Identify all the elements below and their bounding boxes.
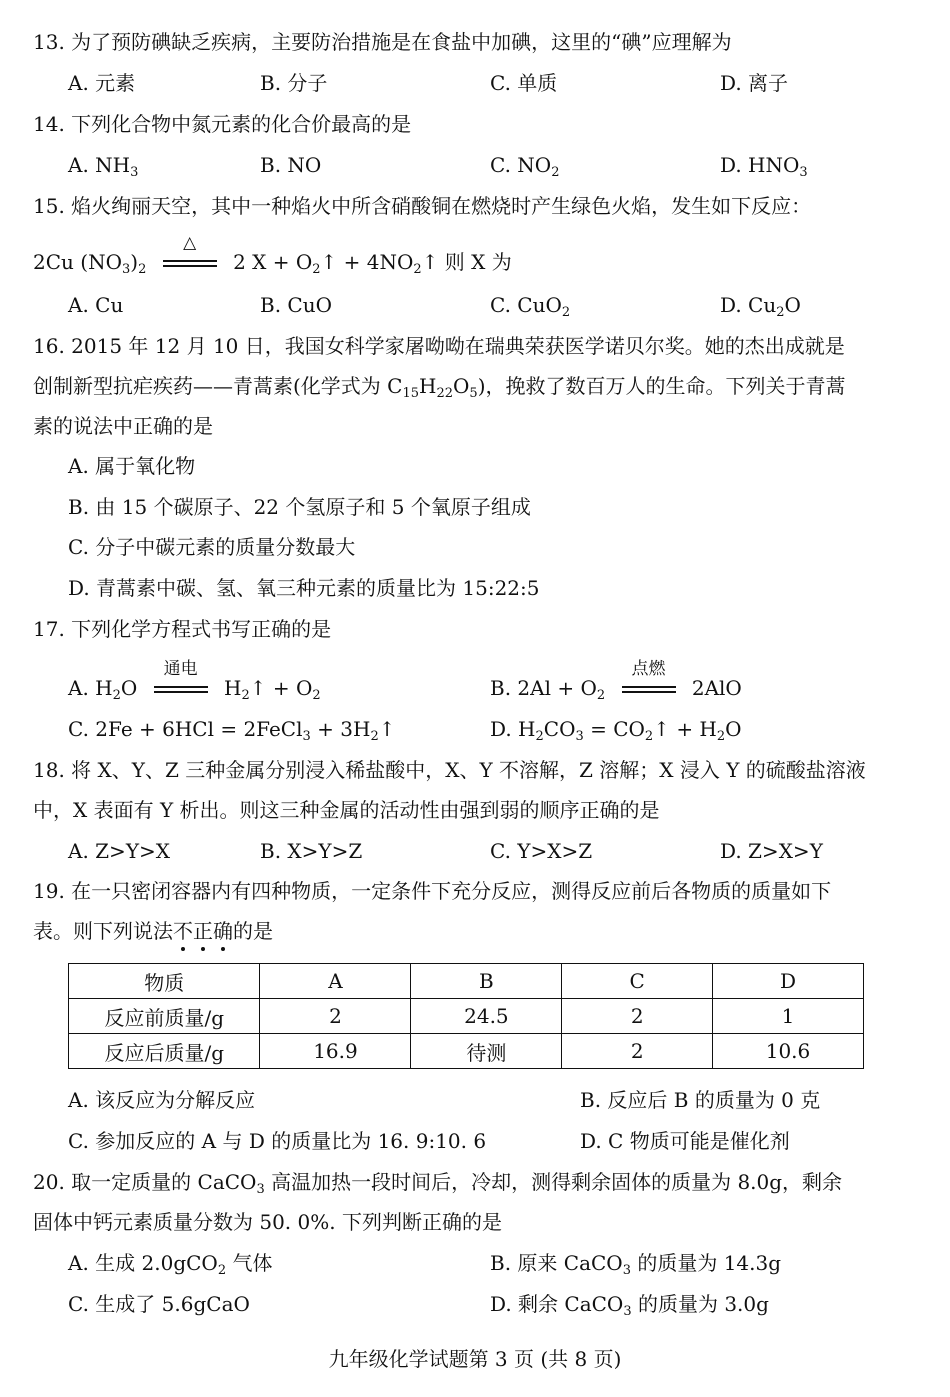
q20-stem-line2: 固体中钙元素质量分数为 50. 0%. 下列判断正确的是 [33, 1210, 502, 1234]
table-cell: 反应后质量/g [69, 1034, 260, 1069]
q16-option-a[interactable]: A. 属于氧化物 [68, 454, 196, 478]
table-cell: 2 [260, 999, 411, 1034]
q17-option-d[interactable]: D. $H_2CO_3$ = $CO_2↑ + H_2O$ [490, 717, 742, 744]
q15-stem: 15. 焰火绚丽天空，其中一种焰火中所含硝酸铜在燃烧时产生绿色火焰，发生如下反应： [33, 194, 812, 218]
table-cell: 10.6 [713, 1034, 864, 1069]
q20-option-c[interactable]: C. 生成了 5.6gCaO [68, 1292, 250, 1316]
q17-option-a[interactable]: A. $H_2O$ 通电 $H_2↑ + O_2$ [68, 658, 321, 703]
emphasis-dot-char: 确 [213, 919, 233, 943]
q13-option-b[interactable]: B. 分子 [260, 71, 328, 95]
q15-option-d[interactable]: D. $Cu_2O$ [720, 293, 801, 320]
page-footer: 九年级化学试题第 3 页 (共 8 页) [328, 1347, 622, 1371]
q14-option-a[interactable]: A. $NH_3$ [68, 153, 139, 180]
q14-option-c[interactable]: C. $NO_2$ [490, 153, 560, 180]
q20-stem-line1: 20. 取一定质量的 CaCO$_3$ 高温加热一段时间后，冷却，测得剩余固体的质量为 8.0g，剩余 [33, 1170, 843, 1197]
q17-option-c[interactable]: C. 2Fe + 6HCl = 2FeCl$_3$ + $3H_2↑$ [68, 717, 396, 744]
table-row [69, 1034, 864, 1069]
table-cell: 待测 [411, 1034, 562, 1069]
table-header-row [69, 964, 864, 999]
q18-stem-line1: 18. 将 X、Y、Z 三种金属分别浸入稀盐酸中，X、Y 不溶解，Z 溶解；X 浸入 Y 的硫酸盐溶液 [33, 758, 866, 782]
q19-option-c[interactable]: C. 参加反应的 A 与 D 的质量比为 16. 9:10. 6 [68, 1129, 487, 1153]
q13-option-d[interactable]: D. 离子 [720, 71, 789, 95]
table-header-cell: A [260, 964, 411, 999]
q18-option-d[interactable]: D. Z>X>Y [720, 839, 823, 863]
table-cell: 2 [562, 1034, 713, 1069]
q15-option-a[interactable]: A. Cu [68, 293, 124, 317]
q15-option-c[interactable]: C. CuO$_2$ [490, 293, 571, 320]
q13-option-c[interactable]: C. 单质 [490, 71, 558, 95]
q14-option-d[interactable]: D. $HNO_3$ [720, 153, 808, 180]
q16-stem-line3: 素的说法中正确的是 [33, 414, 213, 438]
q19-stem-line1: 19. 在一只密闭容器内有四种物质，一定条件下充分反应，测得反应前后各物质的质量如下 [33, 879, 832, 903]
q14-option-b[interactable]: B. NO [260, 153, 322, 177]
q16-stem-line2: 创制新型抗疟疾药——青蒿素(化学式为 $C_{15}H_{22}O_5$)，挽救了数百万人的生命。下列关于青蒿 [33, 374, 846, 401]
emphasis-dot-char: 不 [173, 919, 193, 943]
q18-option-b[interactable]: B. X>Y>Z [260, 839, 363, 863]
reaction-arrow: 点燃 [620, 680, 678, 700]
q16-option-c[interactable]: C. 分子中碳元素的质量分数最大 [68, 535, 356, 559]
mass-table [68, 963, 864, 1069]
table-cell: 2 [562, 999, 713, 1034]
table-row [69, 999, 864, 1034]
q17-stem: 17. 下列化学方程式书写正确的是 [33, 617, 332, 641]
q17-option-b[interactable]: B. $2Al + O_2$ 点燃 2AlO [490, 658, 742, 703]
q19-option-a[interactable]: A. 该反应为分解反应 [68, 1088, 256, 1112]
reaction-arrow [161, 232, 219, 274]
q19-option-b[interactable]: B. 反应后 B 的质量为 0 克 [580, 1088, 821, 1112]
table-cell: 16.9 [260, 1034, 411, 1069]
q13-stem: 13. 为了预防碘缺乏疾病，主要防治措施是在食盐中加碘，这里的“碘”应理解为 [33, 30, 732, 54]
q14-stem: 14. 下列化合物中氮元素的化合价最高的是 [33, 112, 412, 136]
table-cell: 24.5 [411, 999, 562, 1034]
q13-option-a[interactable]: A. 元素 [68, 71, 136, 95]
q18-option-c[interactable]: C. Y>X>Z [490, 839, 593, 863]
q20-option-d[interactable]: D. 剩余 CaCO$_3$ 的质量为 3.0g [490, 1292, 769, 1319]
emphasis-dot-char: 正 [193, 919, 213, 943]
table-cell: 反应前质量/g [69, 999, 260, 1034]
q16-stem-line1: 16. 2015 年 12 月 10 日，我国女科学家屠呦呦在瑞典荣获医学诺贝尔奖。她的杰出成就是 [33, 334, 845, 358]
q18-stem-line2: 中，X 表面有 Y 析出。则这三种金属的活动性由强到弱的顺序正确的是 [33, 798, 660, 822]
q18-option-a[interactable]: A. Z>Y>X [68, 839, 171, 863]
q19-stem-line2: 表。则下列说法不正确的是 [33, 919, 273, 943]
q16-option-b[interactable]: B. 由 15 个碳原子、22 个氢原子和 5 个氧原子组成 [68, 495, 531, 519]
q16-option-d[interactable]: D. 青蒿素中碳、氢、氧三种元素的质量比为 15:22:5 [68, 576, 540, 600]
q20-option-b[interactable]: B. 原来 CaCO$_3$ 的质量为 14.3g [490, 1251, 782, 1278]
reaction-arrow: 通电 [152, 680, 210, 700]
table-header-cell: 物质 [69, 964, 260, 999]
q20-option-a[interactable]: A. 生成 2.0gCO$_2$ 气体 [68, 1251, 273, 1278]
q15-option-b[interactable]: B. CuO [260, 293, 332, 317]
table-header-cell: B [411, 964, 562, 999]
table-cell: 1 [713, 999, 864, 1034]
q19-option-d[interactable]: D. C 物质可能是催化剂 [580, 1129, 790, 1153]
q15-equation: 2Cu $(NO_3)_2$ △ 2 $X + O_2↑$ + $4NO_2↑$ 则 X 为 [33, 232, 512, 277]
table-header-cell: D [713, 964, 864, 999]
heat-symbol: △ [183, 232, 197, 253]
table-header-cell: C [562, 964, 713, 999]
